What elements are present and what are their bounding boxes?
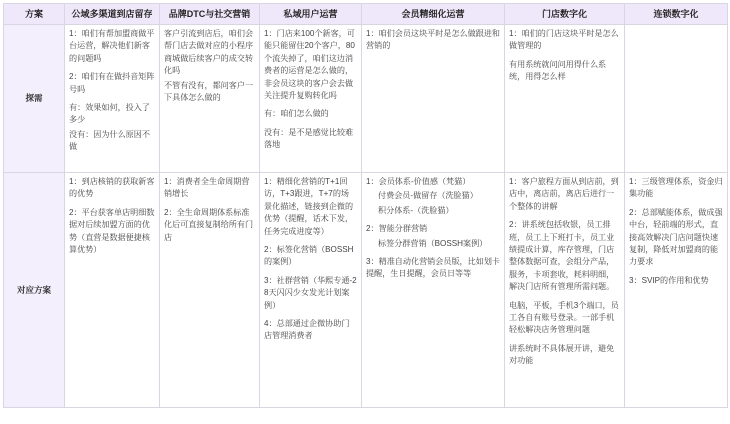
cell-line: 2：咱们有在做抖音矩阵号吗 [69, 72, 155, 94]
cell-line: 电脑，平板，手机3个端口，员工各自有账号登录。一部手机轻松解决店务管理问题 [509, 300, 619, 335]
row-label: 探需 [4, 25, 65, 173]
table-cell [505, 25, 625, 173]
cell-line: 3：社群营销（华熙专通-28天闪闪少女发光计划案例） [264, 275, 357, 310]
table-cell [260, 173, 362, 408]
proposal-table [3, 3, 728, 408]
cell-line: 积分体系-（洗脸猫） [378, 205, 454, 215]
cell-line: 没有：是不是感觉比较难落地 [264, 127, 354, 150]
row-label: 对应方案 [4, 173, 65, 408]
table-cell [625, 25, 728, 173]
cell-line: 2：智能分群营销 [366, 224, 428, 234]
table-row [4, 25, 728, 173]
cell-line: 有：咱们怎么做的 [264, 109, 329, 119]
cell-line: 有用系统就问问用得什么系统，用得怎么样 [509, 59, 607, 82]
table-cell [362, 25, 505, 173]
table-cell [505, 173, 625, 408]
column-header: 会员精细化运营 [362, 4, 505, 25]
cell-line: 1：咱们会员这块平时是怎么做跟进和营销的 [366, 29, 501, 51]
cell-line: 1：精细化营销的T+1回访，T+3跟进，T+7的场景化描述，链接到企微的优势（提醒，话术下发，任务完成进度等） [264, 177, 354, 236]
table-cell [260, 25, 362, 173]
cell-line: 1：会员体系-价值感（梵猫） [366, 177, 471, 186]
cell-line: 3：精准自动化营销会员版，比如划卡提醒，生日提醒，会员日等等 [366, 257, 501, 279]
cell-line: 付费会员-做留存（洗脸猫） [378, 191, 478, 201]
column-header: 方案 [4, 4, 65, 25]
column-header: 公域多渠道到店留存 [65, 4, 160, 25]
cell-line: 有：效果如何，投入了多少 [69, 103, 150, 125]
cell-line: 2：讲系统包括收银，员工排班，员工上下班打卡，员工业绩提成计算，库存管理，门店整体数据可查，会组分产品，服务，卡项套收，耗料明细，解决门店所有管理所需问题。 [509, 220, 615, 292]
cell-line: 2：总部赋能体系，做成强中台，轻前端的形式，直接高效解决门店问题快速复制，降低对加盟商的能力要求 [629, 207, 723, 267]
header-row [4, 4, 728, 25]
table-cell [65, 25, 160, 173]
cell-line: 3：SVIP的作用和优势 [629, 275, 709, 285]
cell-line: 没有：因为什么原因不做 [69, 129, 150, 152]
cell-line: 4：总部通过企微协助门店管理消费者 [264, 319, 350, 341]
cell-line: 1：咱们的门店这块平时是怎么做管理的 [509, 29, 619, 51]
cell-line: 讲系统时不具体展开讲，避免对功能 [509, 343, 615, 366]
cell-line: 2：全生命周期体系标准化后可直接复制给所有门店 [164, 207, 254, 242]
column-header: 私域用户运营 [260, 4, 362, 25]
cell-line: 客户引流到店后，咱们会帮门店去做对应的小程序商城做后续客户的成交转化吗 [164, 29, 254, 76]
column-header: 连锁数字化 [625, 4, 728, 25]
table-cell [160, 25, 260, 173]
table-cell [362, 173, 505, 408]
table-cell [625, 173, 728, 408]
cell-line: 1：客户旅程方面从到店前，到店中，离店前，离店后进行一个整体的讲解 [509, 177, 619, 211]
column-header: 品牌DTC与社交营销 [160, 4, 260, 25]
cell-line: 1：咱们有帮加盟商做平台运营，解决他们新客的问题吗 [69, 29, 155, 63]
proposal-table-page [0, 3, 730, 424]
cell-line: 2：标签化营销（BOSSH的案例） [264, 245, 354, 267]
cell-line: 2：平台获客单店明细数据对后续加盟方面的优势（直营是数据便捷核算优势） [69, 207, 155, 255]
table-cell [65, 173, 160, 408]
cell-line: 1：门店来100个新客，可能只能留住20个客户，80个流失掉了，咱们这边消费者的运营是怎么做的，非会员这块的客户会去做关注提升复购转化吗 [264, 29, 355, 101]
cell-line: 1：三级管理体系，资金归集功能 [629, 177, 723, 199]
table-cell [160, 173, 260, 408]
cell-line: 1：消费者全生命周期营销增长 [164, 177, 250, 199]
table-row [4, 173, 728, 408]
column-header: 门店数字化 [505, 4, 625, 25]
cell-line: 1：到店核销的获取新客的优势 [69, 177, 155, 199]
cell-line: 标签分群营销（BOSSH案例） [378, 238, 488, 248]
cell-line: 不管有没有，都问客户一下具体怎么做的 [164, 80, 254, 103]
